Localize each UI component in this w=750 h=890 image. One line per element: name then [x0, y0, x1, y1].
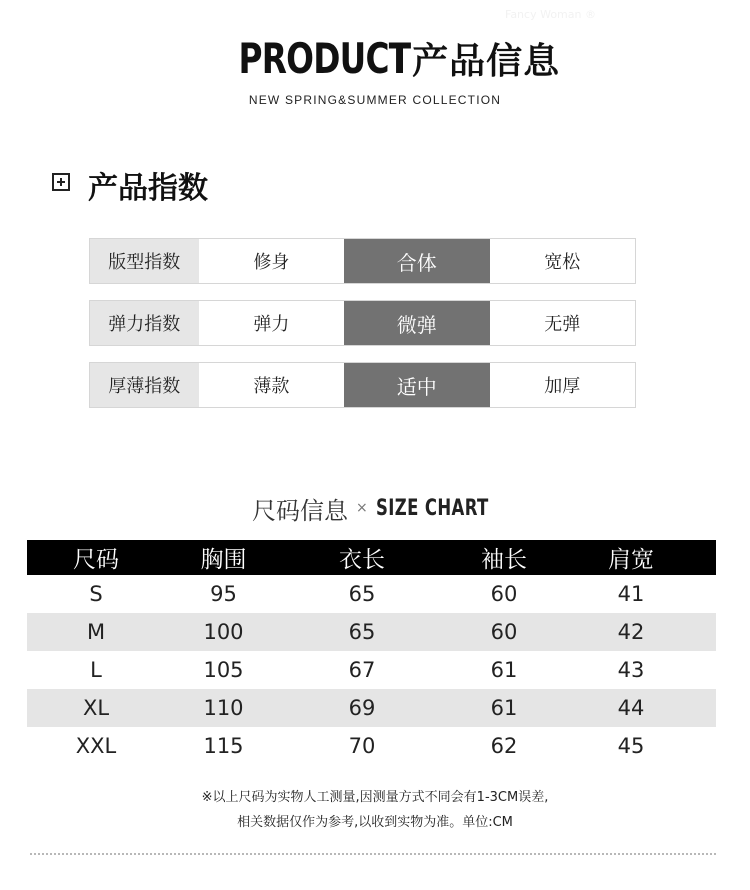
- size-cell: XXL: [75, 734, 117, 758]
- elasticity-index-row: [89, 300, 636, 346]
- index-option: 薄款: [253, 376, 290, 397]
- table-cell: 43: [617, 658, 645, 682]
- column-header: 尺码: [73, 547, 119, 573]
- title-separator: ×: [356, 500, 368, 516]
- index-option: 加厚: [544, 376, 581, 397]
- unit-note: 相关数据仅作为参考,以收到实物为准。单位:CM: [237, 815, 513, 830]
- table-cell: 115: [203, 734, 244, 758]
- index-option: 无弹: [544, 314, 581, 335]
- table-cell: 60: [490, 582, 518, 606]
- table-cell: 41: [617, 582, 645, 606]
- index-label: 版型指数: [90, 239, 199, 283]
- table-cell: 105: [203, 658, 244, 682]
- fit-index-row: [89, 238, 636, 284]
- column-header: 衣长: [339, 547, 385, 573]
- size-chart-title-en: SIZE CHART: [375, 495, 489, 521]
- index-option-selected: 适中: [344, 363, 489, 407]
- title-en: PRODUCT: [238, 33, 411, 83]
- table-header-row: [27, 540, 716, 575]
- size-chart-heading: [0, 490, 750, 526]
- index-label: 厚薄指数: [90, 363, 199, 407]
- index-option-selected: 微弹: [344, 301, 489, 345]
- column-header: 肩宽: [608, 547, 654, 573]
- table-cell: 67: [348, 658, 376, 682]
- index-option-selected: 合体: [344, 239, 489, 283]
- dotted-divider: [30, 853, 716, 855]
- collection-subtitle: NEW SPRING&SUMMER COLLECTION: [248, 93, 502, 107]
- table-cell: 42: [617, 620, 645, 644]
- table-row: [27, 575, 716, 613]
- size-cell: L: [90, 658, 102, 682]
- table-cell: 95: [210, 582, 237, 606]
- table-cell: 110: [203, 696, 244, 720]
- table-cell: 65: [348, 582, 376, 606]
- table-row: [27, 689, 716, 727]
- table-cell: 70: [348, 734, 376, 758]
- size-table: [27, 540, 716, 765]
- size-cell: M: [86, 620, 106, 644]
- index-label: 弹力指数: [90, 301, 199, 345]
- size-chart-title-cn: 尺码信息: [252, 496, 349, 525]
- table-cell: 60: [490, 620, 518, 644]
- size-cell: XL: [82, 696, 110, 720]
- column-header: 胸围: [200, 547, 247, 573]
- table-cell: 44: [617, 696, 645, 720]
- table-cell: 65: [348, 620, 376, 644]
- page-header: [0, 30, 750, 86]
- index-option: 修身: [253, 252, 290, 273]
- index-option: 宽松: [544, 252, 581, 273]
- plus-box-icon: [52, 173, 70, 191]
- watermark-text: Fancy Woman ®: [505, 8, 596, 21]
- table-cell: 62: [490, 734, 518, 758]
- table-cell: 69: [348, 696, 376, 720]
- size-cell: S: [89, 582, 103, 606]
- table-row: [27, 613, 716, 651]
- thickness-index-row: [89, 362, 636, 408]
- index-section-title: 产品指数: [88, 171, 208, 206]
- table-row: [27, 727, 716, 765]
- table-cell: 45: [617, 734, 645, 758]
- index-option: 弹力: [253, 314, 290, 335]
- table-cell: 61: [490, 696, 518, 720]
- table-row: [27, 651, 716, 689]
- column-header: 袖长: [481, 547, 527, 573]
- measurement-note: ※以上尺码为实物人工测量,因测量方式不同会有1-3CM误差,: [201, 790, 549, 805]
- table-cell: 100: [203, 620, 244, 644]
- table-cell: 61: [490, 658, 518, 682]
- title-cn: 产品信息: [412, 40, 561, 82]
